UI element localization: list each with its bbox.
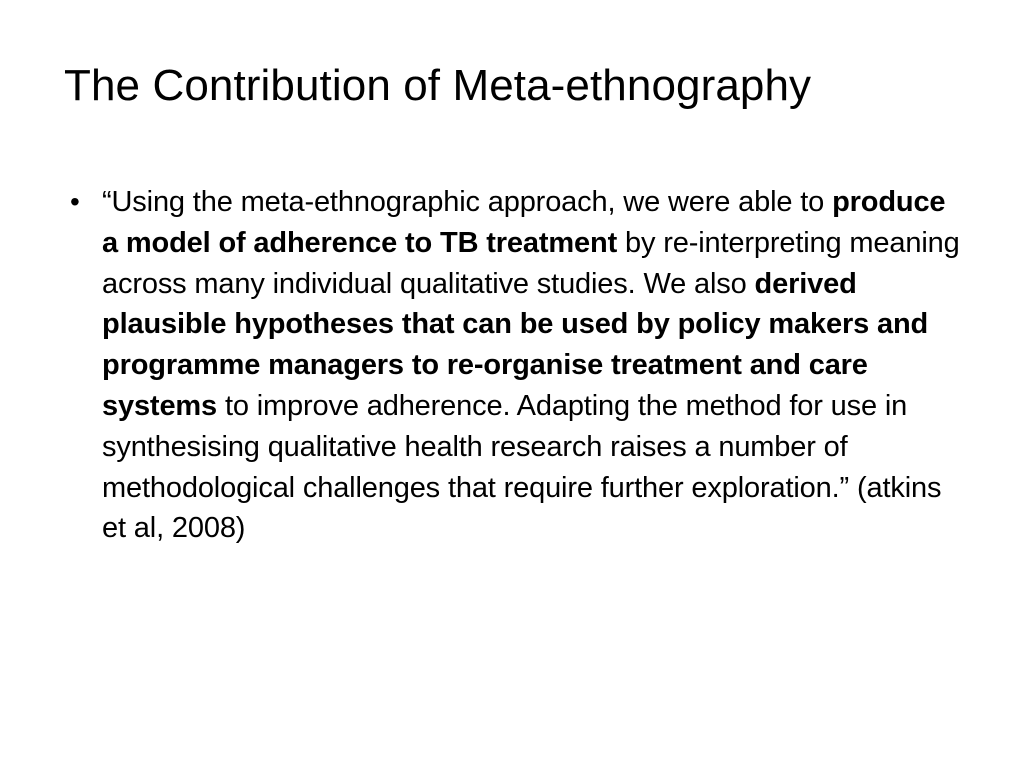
- bullet-item: [70, 182, 970, 549]
- slide-title: The Contribution of Meta-ethnography: [64, 61, 812, 110]
- slide-content: [70, 182, 970, 549]
- quote-emphasis-hypotheses: derived plausible hypotheses that can be used by policy makers and programme managers to re-organise treatment and care systems: [102, 267, 929, 422]
- quote-text-part-3: to improve adherence. Adapting the method for use in synthesising qualitative health research raises a number of methodological challenges that require further exploration.” (atkins et al, 2008): [102, 389, 942, 545]
- quote-emphasis-model: produce a model of adherence to TB treatment: [102, 186, 946, 259]
- quote-text-part-2: by re-interpreting meaning across many individual qualitative studies. We also: [102, 226, 960, 300]
- quote-text: [102, 182, 964, 549]
- bullet-icon: •: [70, 186, 80, 217]
- quote-text-part-1: “Using the meta-ethnographic approach, we were able to: [102, 186, 833, 218]
